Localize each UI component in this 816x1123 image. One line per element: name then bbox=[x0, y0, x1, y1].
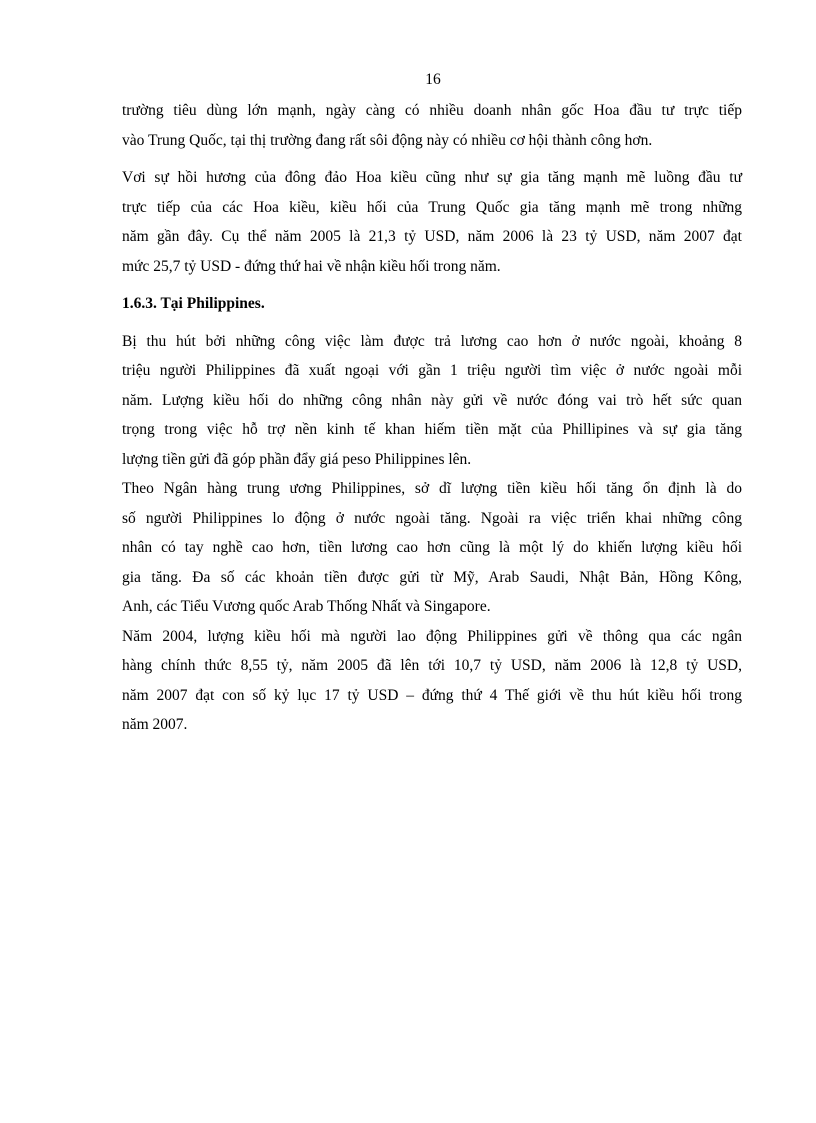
text-line: Theo Ngân hàng trung ương Philippines, sở dĩ lượng tiền kiều hối tăng ổn định là do bbox=[122, 480, 742, 497]
text-line: năm. Lượng kiều hối do những công nhân này gửi về nước đóng vai trò hết sức quan bbox=[122, 391, 742, 409]
text-line: trực tiếp của các Hoa kiều, kiều hối của Trung Quốc gia tăng mạnh mẽ trong những bbox=[122, 198, 742, 216]
paragraph-remittance-figures bbox=[122, 622, 742, 740]
text-line: năm gần đây. Cụ thể năm 2005 là 21,3 tỷ USD, năm 2006 là 23 tỷ USD, năm 2007 đạt bbox=[122, 228, 742, 245]
text-line: Vơi sự hồi hương của đông đảo Hoa kiều cũng như sự gia tăng mạnh mẽ luồng đầu tư bbox=[122, 169, 742, 186]
text-line: Anh, các Tiểu Vương quốc Arab Thống Nhất và Singapore. bbox=[122, 598, 491, 615]
text-line: trường tiêu dùng lớn mạnh, ngày càng có nhiều doanh nhân gốc Hoa đầu tư trực tiếp bbox=[122, 102, 742, 119]
paragraph-china-continued bbox=[122, 96, 742, 155]
text-line: năm 2007 đạt con số kỷ lục 17 tỷ USD – đứng thứ 4 Thế giới về thu hút kiều hối trong bbox=[122, 686, 742, 704]
text-line: Năm 2004, lượng kiều hối mà người lao động Philippines gửi về thông qua các ngân bbox=[122, 627, 742, 645]
paragraph-philippines-workers bbox=[122, 327, 742, 475]
text-line: Bị thu hút bởi những công việc làm được trả lương cao hơn ở nước ngoài, khoảng 8 bbox=[122, 332, 742, 350]
text-line: năm 2007. bbox=[122, 716, 188, 733]
section-heading: 1.6.3. Tại Philippines. bbox=[122, 295, 265, 312]
paragraph-china-remittances bbox=[122, 163, 742, 281]
text-line: triệu người Philippines đã xuất ngoại với gần 1 triệu người tìm việc ở nước ngoài mỗi bbox=[122, 362, 742, 379]
text-line: nhân có tay nghề cao hơn, tiền lương cao hơn cũng là một lý do khiến lượng kiều hối bbox=[122, 539, 742, 556]
text-line: gia tăng. Đa số các khoản tiền được gửi từ Mỹ, Arab Saudi, Nhật Bản, Hồng Kông, bbox=[122, 568, 742, 586]
text-line: vào Trung Quốc, tại thị trường đang rất sôi động này có nhiều cơ hội thành công hơn. bbox=[122, 131, 653, 149]
text-line: số người Philippines lo động ở nước ngoài tăng. Ngoài ra việc triển khai những công bbox=[122, 509, 742, 527]
text-line: lượng tiền gửi đã góp phần đẩy giá peso Philippines lên. bbox=[122, 450, 472, 468]
page-content bbox=[122, 96, 742, 740]
text-line: hàng chính thức 8,55 tỷ, năm 2005 đã lên tới 10,7 tỷ USD, năm 2006 là 12,8 tỷ USD, bbox=[122, 657, 742, 674]
text-line: mức 25,7 tỷ USD - đứng thứ hai về nhận kiều hối trong năm. bbox=[122, 257, 501, 275]
page-number: 16 bbox=[425, 71, 441, 88]
text-line: trọng trong việc hỗ trợ nền kinh tế khan hiếm tiền mặt của Phillipines và sự gia tăng bbox=[122, 421, 742, 438]
paragraph-central-bank bbox=[122, 474, 742, 622]
